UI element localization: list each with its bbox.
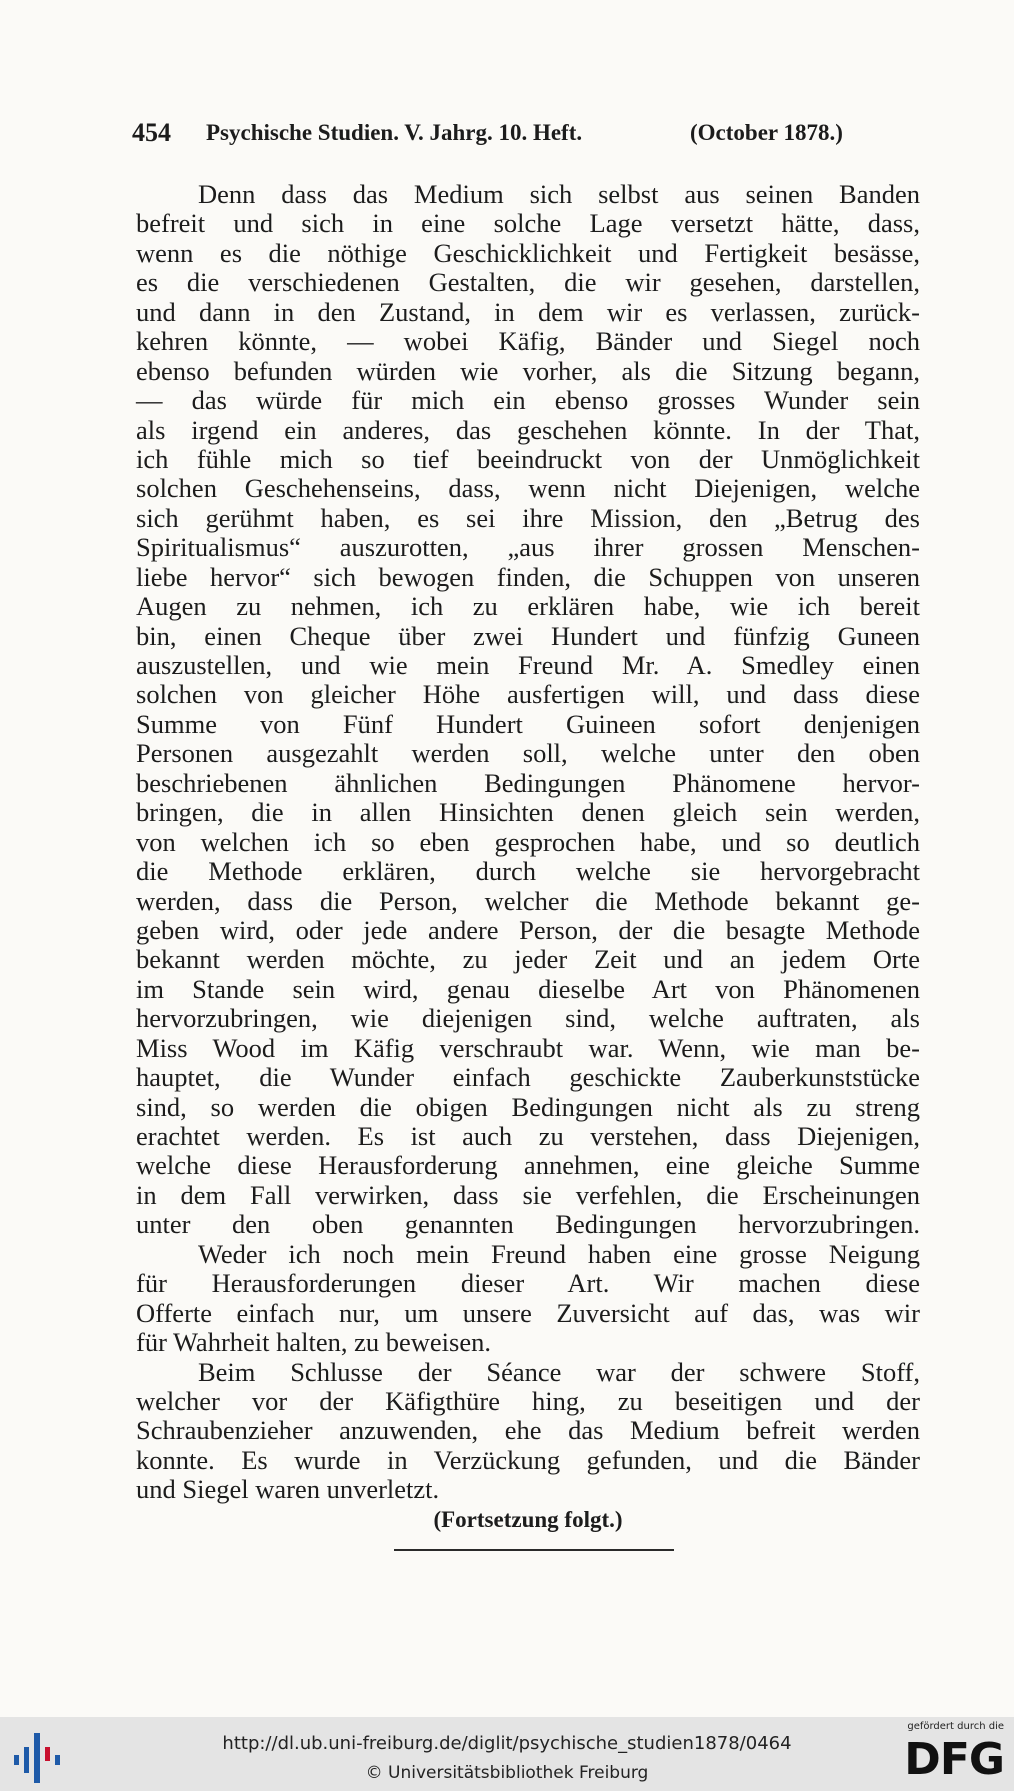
- text-line: für Wahrheit halten, zu beweisen.: [136, 1327, 491, 1358]
- text-line: Personen ausgezahlt werden soll, welche unter den oben: [136, 738, 920, 769]
- text-line: sich gerühmt haben, es sei ihre Mission, den „Betrug des: [136, 502, 920, 533]
- text-line: bekannt werden möchte, zu jeder Zeit und an jedem Orte: [136, 944, 920, 975]
- text-line: von welchen ich so eben gesprochen habe, und so deutlich: [136, 826, 920, 857]
- text-line: liebe hervor“ sich bewogen finden, die Schuppen von unseren: [136, 561, 920, 592]
- text-line: in dem Fall verwirken, dass sie verfehlen, die Erscheinungen: [136, 1179, 920, 1210]
- text-line: als irgend ein anderes, das geschehen könnte. In der That,: [136, 414, 920, 445]
- text-line: auszustellen, und wie mein Freund Mr. A. Smedley einen: [136, 650, 920, 680]
- text-line: hervorzubringen, wie diejenigen sind, welche auftraten, als: [136, 1003, 920, 1034]
- text-line: geben wird, oder jede andere Person, der die besagte Methode: [136, 914, 920, 945]
- text-line: und dann in den Zustand, in dem wir es verlassen, zurück-: [136, 296, 920, 327]
- text-line: erachtet werden. Es ist auch zu verstehen, dass Diejenigen,: [136, 1121, 920, 1151]
- dfg-wordmark: DFG: [904, 1734, 1004, 1785]
- text-line: und Siegel waren unverletzt.: [136, 1474, 440, 1505]
- text-line: bin, einen Cheque über zwei Hundert und fünfzig Guneen: [136, 620, 920, 651]
- text-line: es die verschiedenen Gestalten, die wir gesehen, darstellen,: [136, 267, 920, 298]
- text-line: ich fühle mich so tief beeindruckt von der Unmöglichkeit: [136, 443, 920, 474]
- text-line: bringen, die in allen Hinsichten denen gleich sein werden,: [136, 797, 920, 828]
- closing-rule: [394, 1549, 674, 1551]
- text-line: Weder ich noch mein Freund haben eine grosse Neigung: [198, 1238, 920, 1269]
- text-line: wenn es die nöthige Geschicklichkeit und Fertigkeit besässe,: [136, 237, 920, 268]
- text-line: Denn dass das Medium sich selbst aus seinen Banden: [198, 179, 920, 209]
- text-line: solchen von gleicher Höhe ausfertigen will, und dass diese: [136, 679, 920, 710]
- text-line: im Stande sein wird, genau dieselbe Art von Phänomenen: [136, 973, 920, 1004]
- text-line: solchen Geschehenseins, dass, wenn nicht Diejenigen, welche: [136, 473, 920, 504]
- text-line: Spiritualismus“ auszurotten, „aus ihrer grossen Menschen-: [136, 532, 920, 563]
- text-line: ebenso befunden würden wie vorher, als die Sitzung begann,: [136, 355, 920, 386]
- text-line: hauptet, die Wunder einfach geschickte Zauberkunststücke: [136, 1062, 920, 1093]
- continuation-note: (Fortsetzung folgt.): [433, 1506, 623, 1532]
- article-body: [136, 180, 920, 1534]
- text-line: Schraubenzieher anzuwenden, ehe das Medium befreit werden: [136, 1415, 920, 1446]
- text-line: die Methode erklären, durch welche sie hervorgebracht: [136, 856, 920, 887]
- text-line: konnte. Es wurde in Verzückung gefunden, und die Bänder: [136, 1444, 920, 1475]
- dfg-logo: [892, 1721, 1004, 1787]
- text-line: — das würde für mich ein ebenso grosses Wunder sein: [136, 385, 920, 416]
- permalink-url[interactable]: http://dl.ub.uni-freiburg.de/diglit/psychische_studien1878/0464: [222, 1733, 792, 1754]
- text-line: kehren könnte, — wobei Käfig, Bänder und Siegel noch: [136, 326, 920, 357]
- text-line: Summe von Fünf Hundert Guineen sofort denjenigen: [136, 708, 920, 739]
- text-line: welcher vor der Käfigthüre hing, zu beseitigen und der: [136, 1385, 920, 1416]
- text-line: Augen zu nehmen, ich zu erklären habe, wie ich bereit: [136, 591, 920, 622]
- viewer-footer: [0, 1717, 1014, 1791]
- text-line: für Herausforderungen dieser Art. Wir machen diese: [136, 1268, 920, 1299]
- text-line: Offerte einfach nur, um unsere Zuversicht auf das, was wir: [136, 1297, 920, 1328]
- text-line: befreit und sich in eine solche Lage versetzt hätte, dass,: [136, 208, 920, 239]
- text-line: welche diese Herausforderung annehmen, eine gleiche Summe: [136, 1150, 920, 1181]
- page-number: 454: [132, 118, 171, 147]
- text-line: unter den oben genannten Bedingungen hervorzubringen.: [136, 1209, 920, 1240]
- running-header: [132, 118, 922, 152]
- text-line: beschriebenen ähnlichen Bedingungen Phänomene hervor-: [136, 767, 920, 798]
- copyright-notice: © Universitätsbibliothek Freiburg: [365, 1763, 649, 1783]
- text-line: Miss Wood im Käfig verschraubt war. Wenn, wie man be-: [136, 1032, 920, 1063]
- issue-date: (October 1878.): [690, 120, 843, 145]
- text-line: Beim Schlusse der Séance war der schwere Stoff,: [198, 1356, 920, 1387]
- text-line: sind, so werden die obigen Bedingungen nicht als zu streng: [136, 1091, 920, 1122]
- funded-by-label: gefördert durch die: [907, 1721, 1004, 1732]
- journal-title: Psychische Studien. V. Jahrg. 10. Heft.: [206, 120, 583, 145]
- text-line: werden, dass die Person, welcher die Methode bekannt ge-: [136, 885, 920, 916]
